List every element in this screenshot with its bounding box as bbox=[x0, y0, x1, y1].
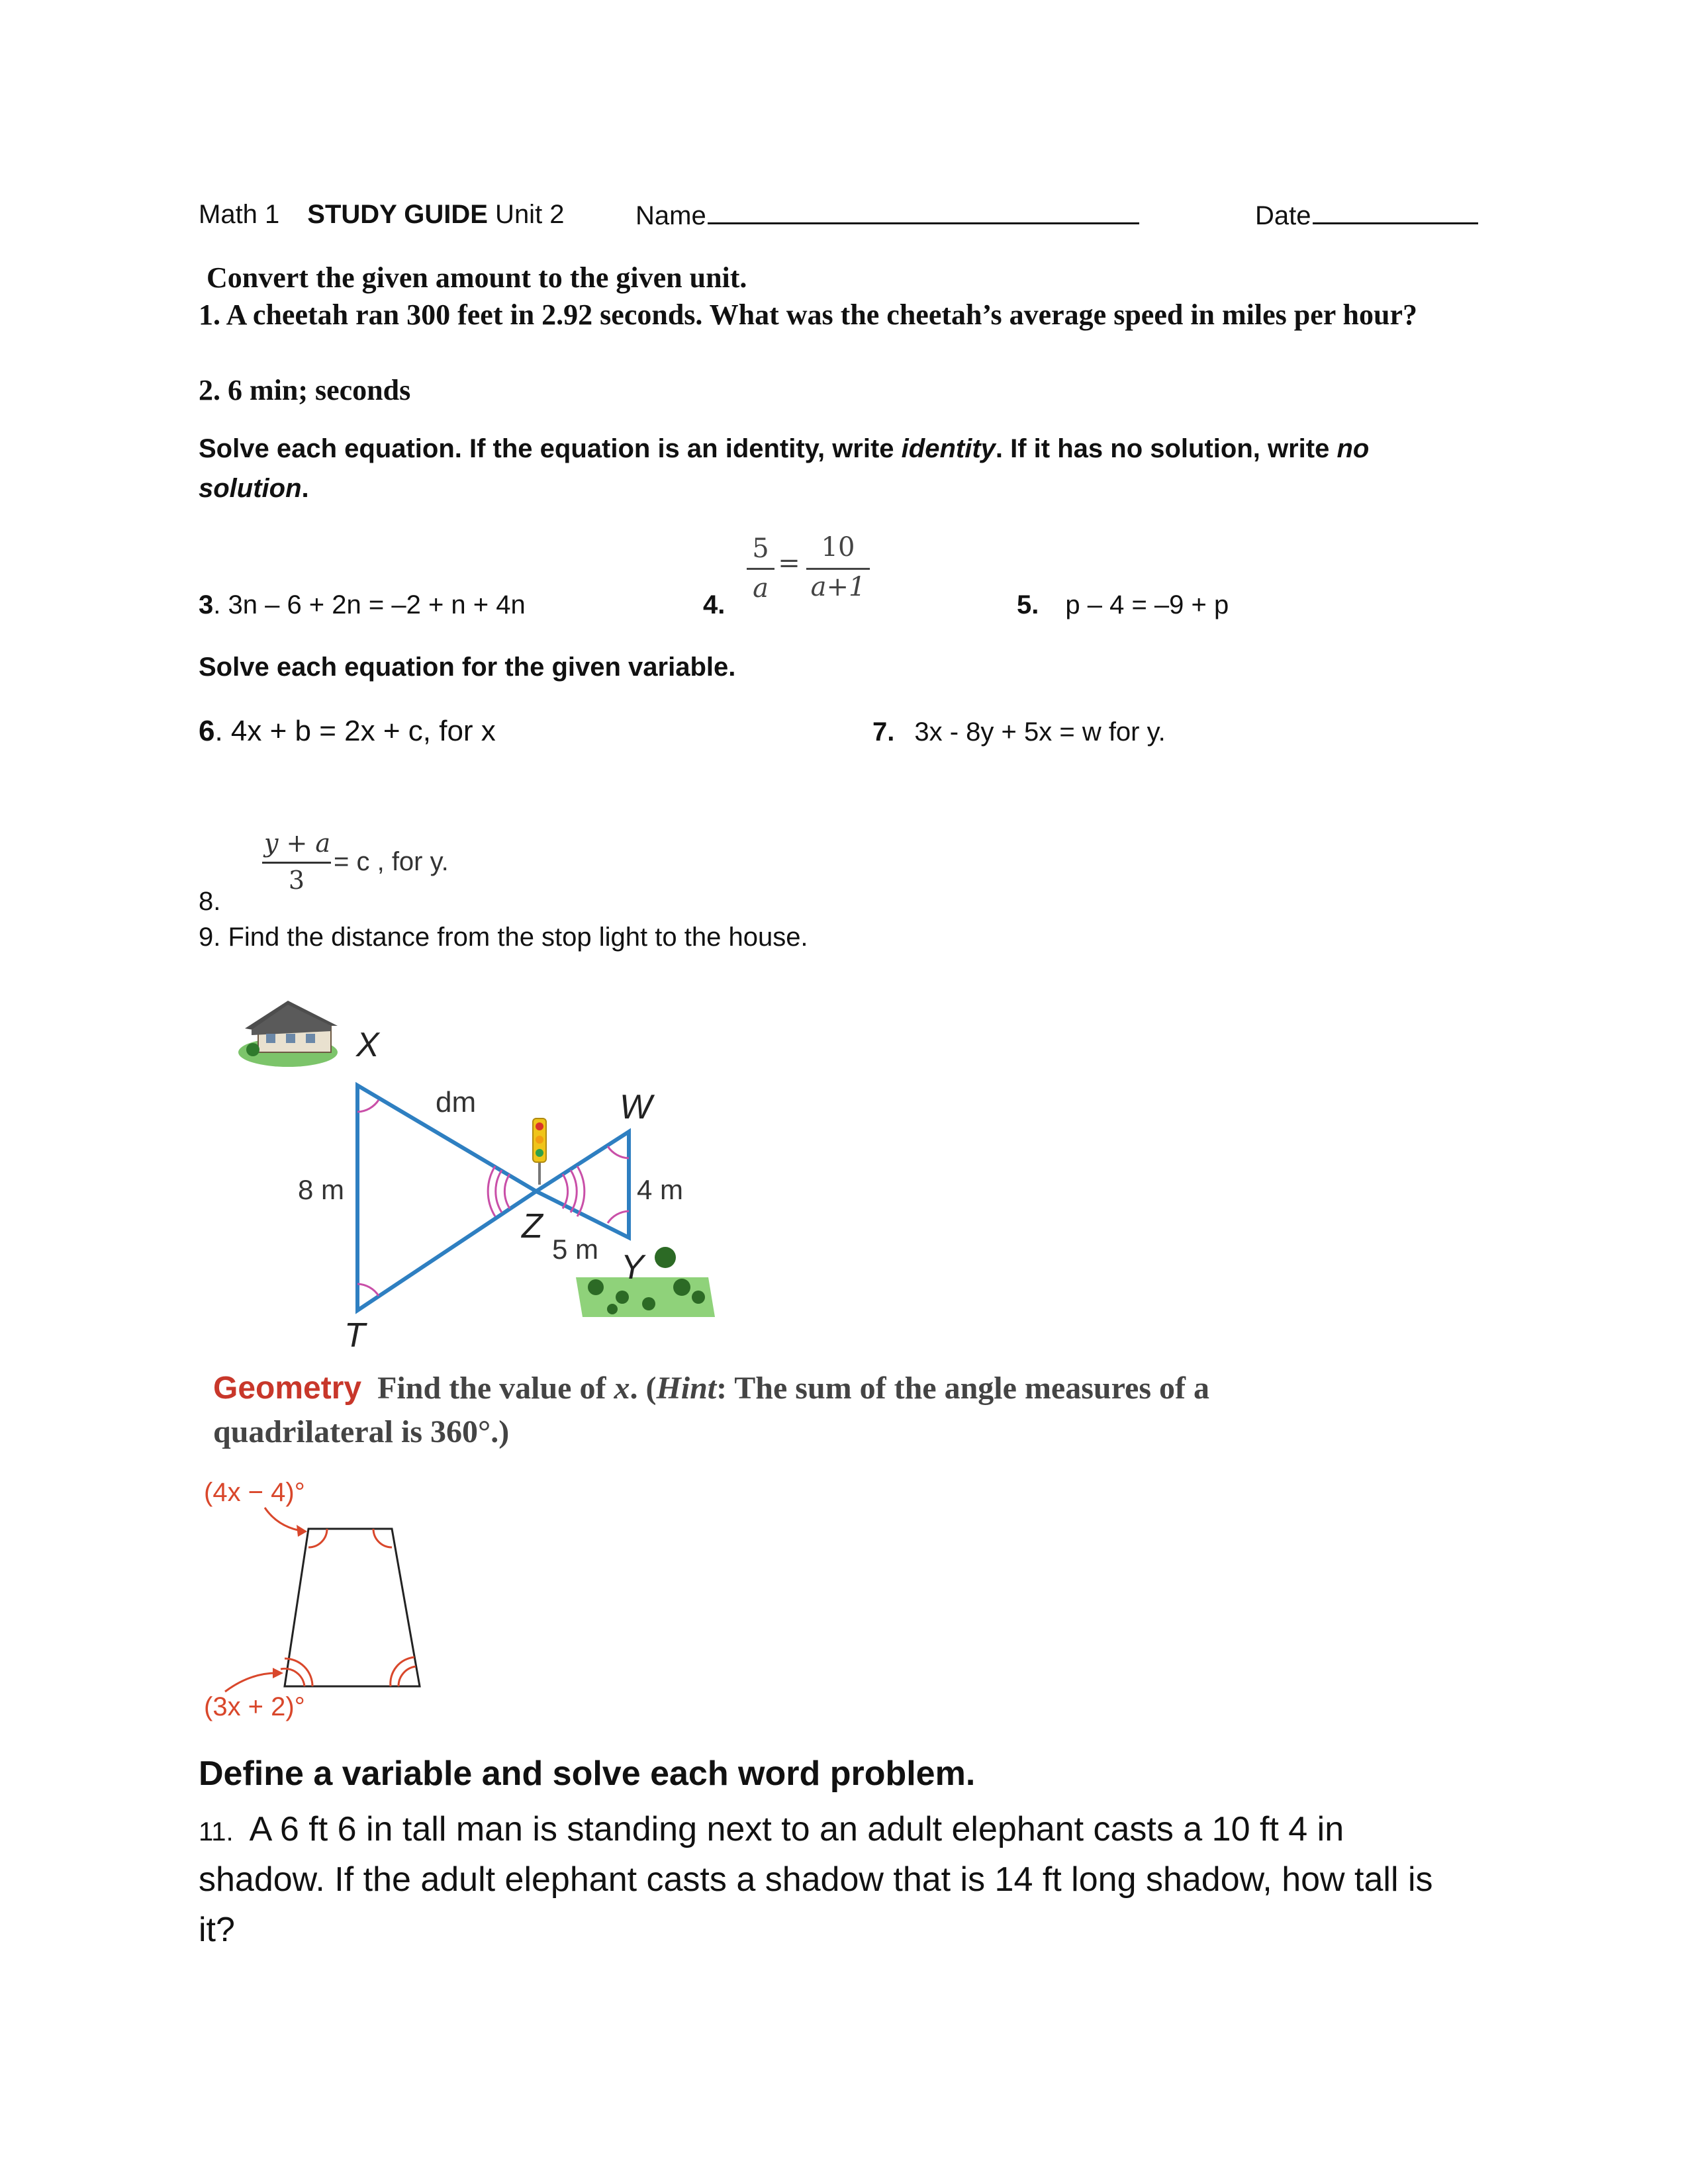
question-3: 3. 3n – 6 + 2n = –2 + n + 4n bbox=[199, 590, 526, 619]
question-2: 2. 6 min; seconds bbox=[199, 374, 411, 406]
similar-triangles-figure bbox=[225, 986, 728, 1363]
house-icon bbox=[238, 1001, 338, 1067]
q4-left-denominator: a bbox=[753, 573, 769, 604]
q8-denominator: 3 bbox=[288, 866, 305, 895]
label-t: T bbox=[344, 1316, 365, 1355]
geometry-prompt: Geometry Find the value of x. (Hint: The sum of the angle measures of a bbox=[213, 1371, 1210, 1406]
triangle-xtz bbox=[357, 1085, 536, 1310]
study-guide-label: STUDY GUIDE bbox=[307, 200, 488, 229]
geometry-prompt-line2: quadrilateral is 360°.) bbox=[213, 1414, 510, 1449]
q8-numerator: y + a bbox=[263, 829, 331, 858]
header bbox=[199, 200, 565, 230]
q4-left-numerator: 5 bbox=[752, 533, 769, 564]
q4-equals: = bbox=[778, 548, 800, 578]
angle-marks bbox=[357, 1100, 629, 1296]
date-field[interactable] bbox=[1255, 200, 1478, 231]
unit-label: Unit 2 bbox=[487, 200, 565, 229]
arrow-bottom bbox=[225, 1673, 281, 1692]
label-8m: 8 m bbox=[298, 1174, 345, 1205]
word-problems-heading: Define a variable and solve each word problem. bbox=[199, 1754, 976, 1793]
label-5m: 5 m bbox=[552, 1234, 599, 1265]
q8-bar bbox=[262, 862, 331, 864]
label-dm: dm bbox=[436, 1086, 477, 1118]
geometry-word: Geometry bbox=[213, 1371, 362, 1406]
date-blank[interactable] bbox=[1313, 200, 1478, 224]
q4-left-bar bbox=[747, 568, 774, 570]
solve-for-variable-heading: Solve each equation for the given variable. bbox=[199, 653, 736, 682]
stop-light-icon bbox=[533, 1118, 546, 1185]
question-9: 9. Find the distance from the stop light to the house. bbox=[199, 923, 808, 952]
q8-rest: = c , for y. bbox=[334, 847, 449, 876]
triangle-zwy bbox=[536, 1132, 629, 1238]
solve-instructions: Solve each equation. If the equation is an identity, write identity. If it has no solution, write no bbox=[199, 434, 1370, 463]
question-11-line1: 11. A 6 ft 6 in tall man is standing next to an adult elephant casts a 10 ft 4 in bbox=[199, 1810, 1344, 1848]
label-z: Z bbox=[522, 1207, 543, 1246]
name-field[interactable] bbox=[635, 200, 1139, 231]
question-11-line3: it? bbox=[199, 1911, 235, 1949]
label-4m: 4 m bbox=[637, 1174, 684, 1205]
label-x: X bbox=[356, 1026, 379, 1064]
question-4-number: 4. bbox=[703, 590, 726, 619]
angle-label-bottom: (3x + 2)° bbox=[204, 1692, 305, 1721]
question-8-number: 8. bbox=[199, 887, 221, 916]
date-label: Date bbox=[1255, 201, 1311, 230]
quadrilateral-figure bbox=[199, 1476, 477, 1734]
q4-right-denominator: a+1 bbox=[810, 572, 866, 602]
question-7: 7. 3x - 8y + 5x = w for y. bbox=[872, 717, 1166, 747]
name-blank[interactable] bbox=[708, 200, 1139, 224]
q4-right-numerator: 10 bbox=[821, 532, 855, 563]
label-w: W bbox=[620, 1088, 653, 1126]
name-label: Name bbox=[635, 201, 706, 230]
question-6: 6. 4x + b = 2x + c, for x bbox=[199, 715, 496, 747]
course-label: Math 1 bbox=[199, 200, 280, 229]
angle-label-top: (4x − 4)° bbox=[204, 1478, 305, 1507]
arrow-top-head bbox=[297, 1525, 307, 1537]
convert-heading: Convert the given amount to the given unit. bbox=[207, 261, 747, 294]
label-y: Y bbox=[621, 1248, 644, 1287]
question-11-line2: shadow. If the adult elephant casts a shadow that is 14 ft long shadow, how tall is bbox=[199, 1860, 1433, 1899]
question-5: 5. p – 4 = –9 + p bbox=[1017, 590, 1229, 619]
question-1: 1. A cheetah ran 300 feet in 2.92 seconds. What was the cheetah’s average speed in miles per hour? bbox=[199, 298, 1417, 331]
q4-right-bar bbox=[806, 568, 870, 570]
solve-instructions-line2: solution. bbox=[199, 474, 309, 503]
